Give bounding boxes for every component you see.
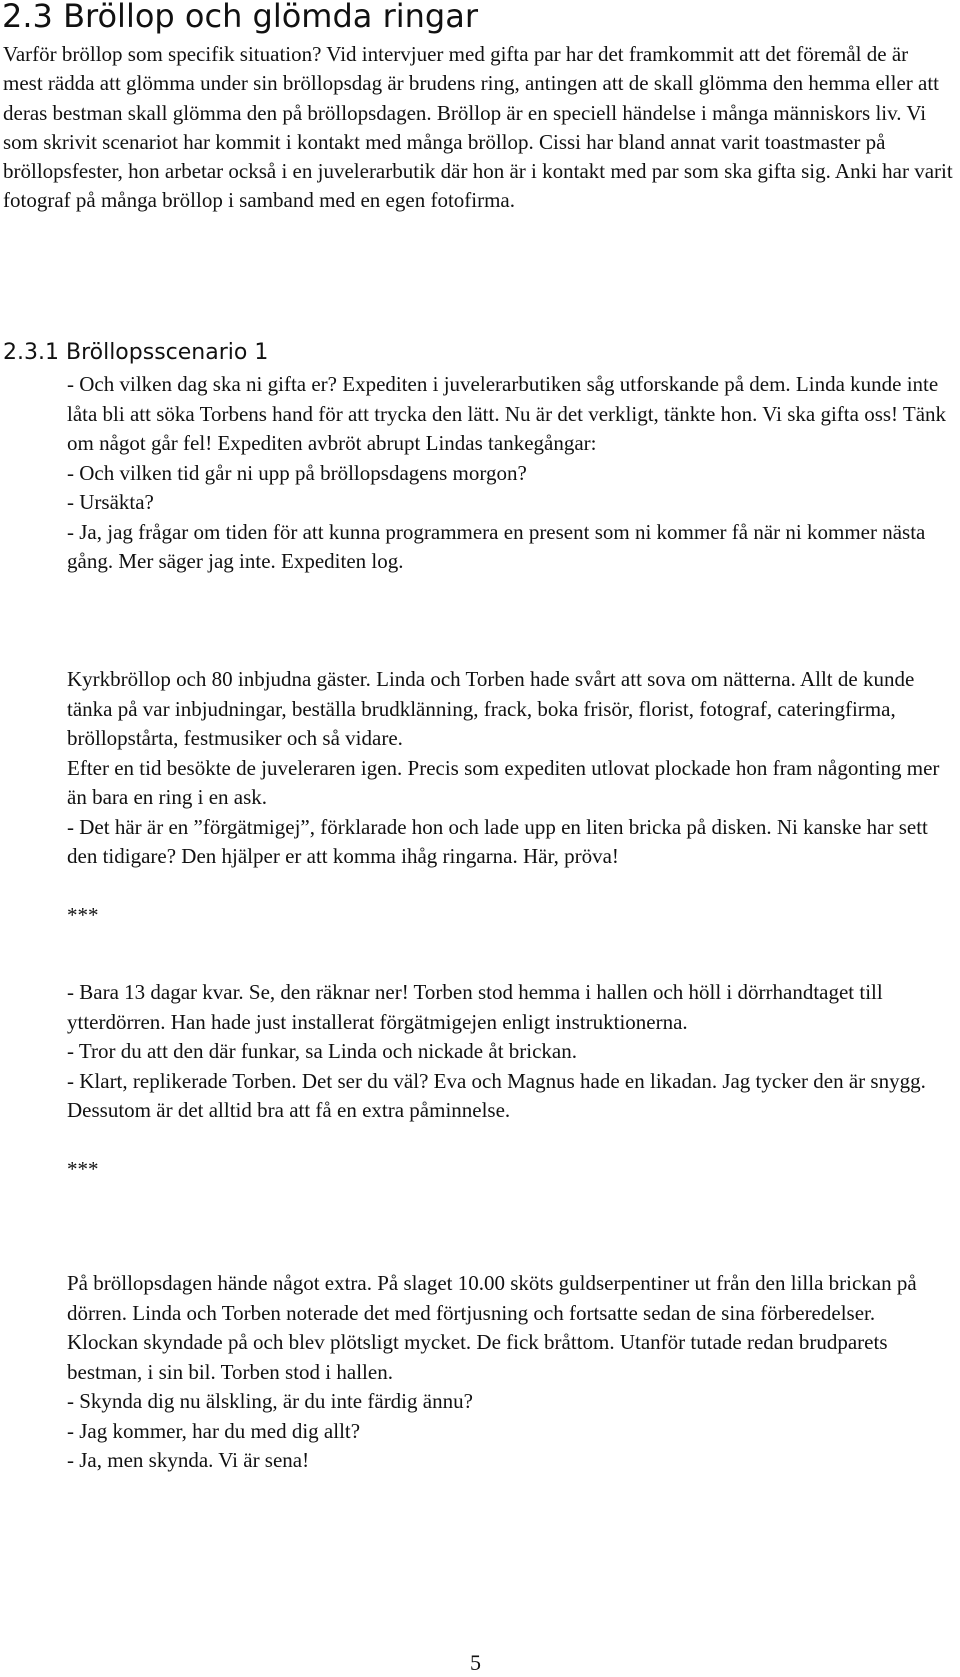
scene-3 bbox=[67, 978, 947, 1185]
scene-4-line: På bröllopsdagen hände något extra. På slaget 10.00 sköts guldserpentiner ut från den lilla brickan på dörren. Linda och Torben noterade det med förtjusning och fortsatte sedan de sina förberedelser. Klockan skyndade på och blev plötsligt mycket. De fick bråttom. Utanför tutade redan brudparets bestman, i sin bil. Torben stod i hallen. bbox=[67, 1271, 917, 1384]
blank-line bbox=[67, 872, 947, 902]
scene-1-line: - Ursäkta? bbox=[67, 490, 154, 514]
section-heading: 2.3 Bröllop och glömda ringar bbox=[2, 0, 478, 35]
blank-line bbox=[67, 1126, 947, 1156]
scene-separator: *** bbox=[67, 903, 99, 927]
scene-1-line: - Och vilken tid går ni upp på bröllopsdagens morgon? bbox=[67, 460, 527, 485]
scene-4-line: - Skynda dig nu älskling, är du inte färdig ännu? bbox=[67, 1389, 473, 1413]
scene-3-line: - Tror du att den där funkar, sa Linda och nickade åt brickan. bbox=[67, 1039, 577, 1063]
intro-paragraph: Varför bröllop som specifik situation? Vid intervjuer med gifta par har det framkommit att det föremål de är mest rädda att glömma under sin bröllopsdag är brudens ring, antingen att de skall glömma den hemma eller att deras bestman skall glömma den på bröllopsdagen. Bröllop är en speciell händelse i många människors liv. Vi som skrivit scenariot har kommit i kontakt med många bröllop. Cissi har bland annat varit toastmaster på bröllopsfester, hon arbetar också i en juvelerarbutik där hon är i kontakt med par som ska gifta sig. Anki har varit fotograf på många bröllop i samband med en egen fotofirma. bbox=[3, 42, 953, 213]
scene-separator: *** bbox=[67, 1157, 99, 1181]
scene-4-line: - Ja, men skynda. Vi är sena! bbox=[67, 1448, 310, 1472]
scene-3-line: - Klart, replikerade Torben. Det ser du väl? Eva och Magnus hade en likadan. Jag tycker den är snygg. Dessutom är det alltid bra att få en extra påminnelse. bbox=[67, 1068, 926, 1122]
intro-paragraph-block bbox=[3, 40, 953, 216]
subsection-heading: 2.3.1 Bröllopsscenario 1 bbox=[3, 340, 269, 365]
scene-2 bbox=[67, 665, 947, 931]
scene-1-line: - Ja, jag frågar om tiden för att kunna programmera en present som ni kommer få när ni kommer nästa gång. Mer säger jag inte. Expediten log. bbox=[67, 519, 926, 573]
scene-3-line: - Bara 13 dagar kvar. Se, den räknar ner! Torben stod hemma i hallen och höll i dörrhandtaget till ytterdörren. Han hade just installerat förgätmigejen enligt instruktionerna. bbox=[67, 980, 883, 1034]
scene-2-line: Efter en tid besökte de juveleraren igen. Precis som expediten utlovat plockade hon fram någonting mer än bara en ring i en ask. bbox=[67, 755, 940, 809]
scene-2-line: Kyrkbröllop och 80 inbjudna gäster. Linda och Torben hade svårt att sova om nätterna. Allt de kunde tänka på var inbjudningar, beställa brudklänning, frack, boka frisör, florist, fotograf, cateringfirma, bröllopstårta, festmusiker och så vidare. bbox=[67, 667, 915, 750]
scene-2-line: - Det här är en ”förgätmigej”, förklarade hon och lade upp en liten bricka på disken. Ni kanske har sett den tidigare? Den hjälper er att komma ihåg ringarna. Här, pröva! bbox=[67, 814, 928, 868]
scene-1 bbox=[67, 370, 947, 577]
scene-4 bbox=[67, 1269, 947, 1476]
scene-4-line: - Jag kommer, har du med dig allt? bbox=[67, 1418, 361, 1443]
page-number: 5 bbox=[470, 1650, 481, 1675]
scene-1-line: - Och vilken dag ska ni gifta er? Expediten i juvelerarbutiken såg utforskande på dem. Linda kunde inte låta bli att söka Torbens hand för att trycka den lätt. Nu är det verkligt, tänkte hon. Vi ska gifta oss! Tänk om något går fel! Expediten avbröt abrupt Lindas tankegångar: bbox=[67, 372, 947, 455]
